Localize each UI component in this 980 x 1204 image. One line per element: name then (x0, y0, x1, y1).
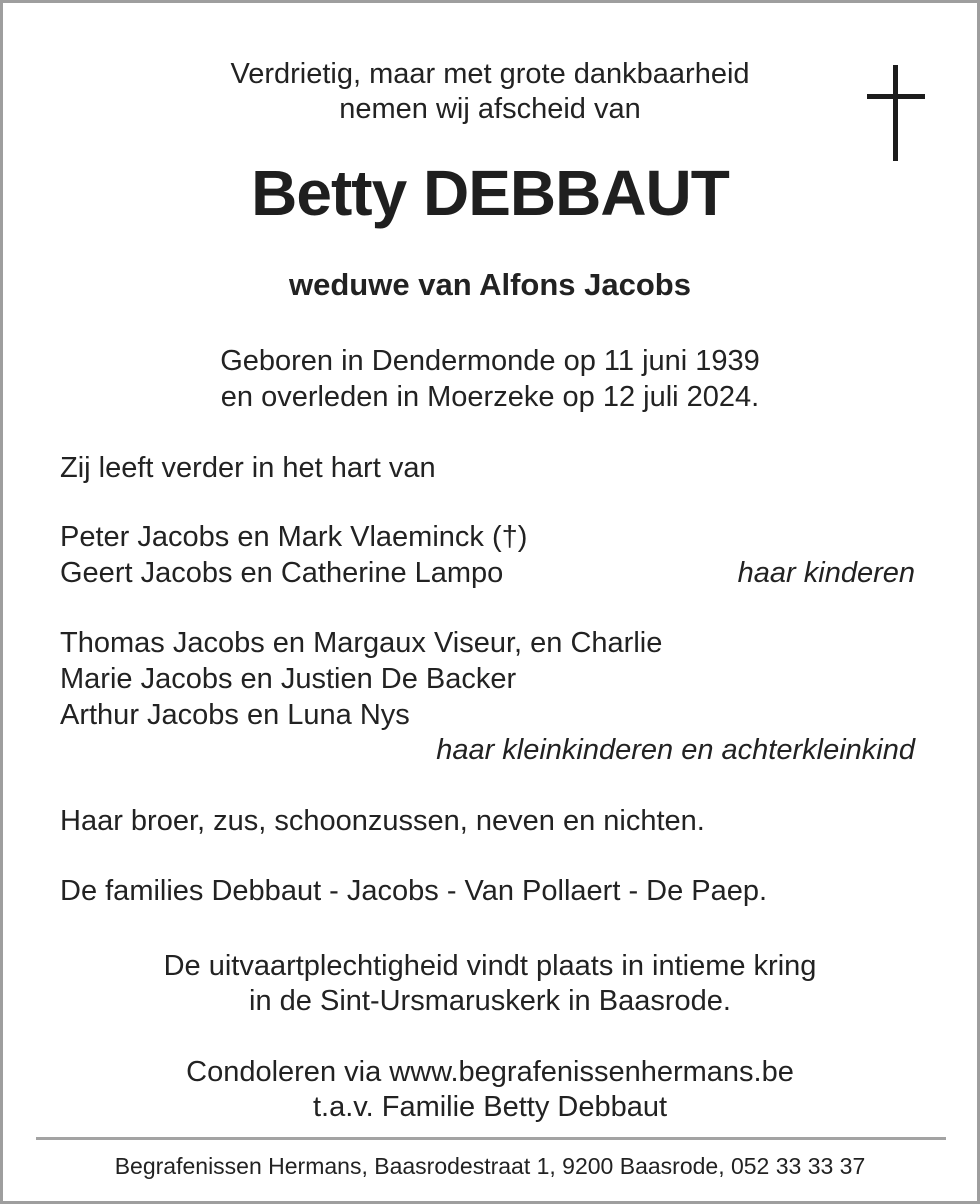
relatives-line: Haar broer, zus, schoonzussen, neven en nichten. (60, 805, 705, 837)
children-role: haar kinderen (737, 557, 915, 589)
intro-line-1: Verdrietig, maar met grote dankbaarheid (230, 58, 750, 90)
child-line: Geert Jacobs en Catherine Lampo (60, 557, 504, 589)
intro-line-2: nemen wij afscheid van (339, 93, 641, 125)
deceased-name: Betty DEBBAUT (251, 157, 729, 229)
footer-divider (36, 1137, 946, 1140)
grandchild-line: Thomas Jacobs en Margaux Viseur, en Charlie (60, 627, 663, 659)
ceremony-line-1: De uitvaartplechtigheid vindt plaats in intieme kring (163, 950, 817, 982)
grandchildren-role: haar kleinkinderen en achterkleinkind (436, 734, 915, 766)
death-line: en overleden in Moerzeke op 12 juli 2024. (220, 381, 760, 413)
grandchild-line: Marie Jacobs en Justien De Backer (60, 663, 517, 695)
widow-of: weduwe van Alfons Jacobs (289, 267, 691, 302)
condolence-line-2: t.a.v. Familie Betty Debbaut (312, 1091, 668, 1123)
condolence-line-1: Condoleren via www.begrafenissenhermans.be (186, 1056, 794, 1088)
ceremony-line-2: in de Sint-Ursmaruskerk in Baasrode. (249, 985, 731, 1017)
grandchild-line: Arthur Jacobs en Luna Nys (60, 699, 410, 731)
funeral-home-footer: Begrafenissen Hermans, Baasrodestraat 1, 9200 Baasrode, 052 33 33 37 (114, 1153, 866, 1179)
survivors-intro: Zij leeft verder in het hart van (60, 452, 436, 484)
families-line: De families Debbaut - Jacobs - Van Pollaert - De Paep. (60, 875, 768, 907)
birth-line: Geboren in Dendermonde op 11 juni 1939 (220, 345, 760, 377)
child-line: Peter Jacobs en Mark Vlaeminck (†) (60, 521, 528, 553)
